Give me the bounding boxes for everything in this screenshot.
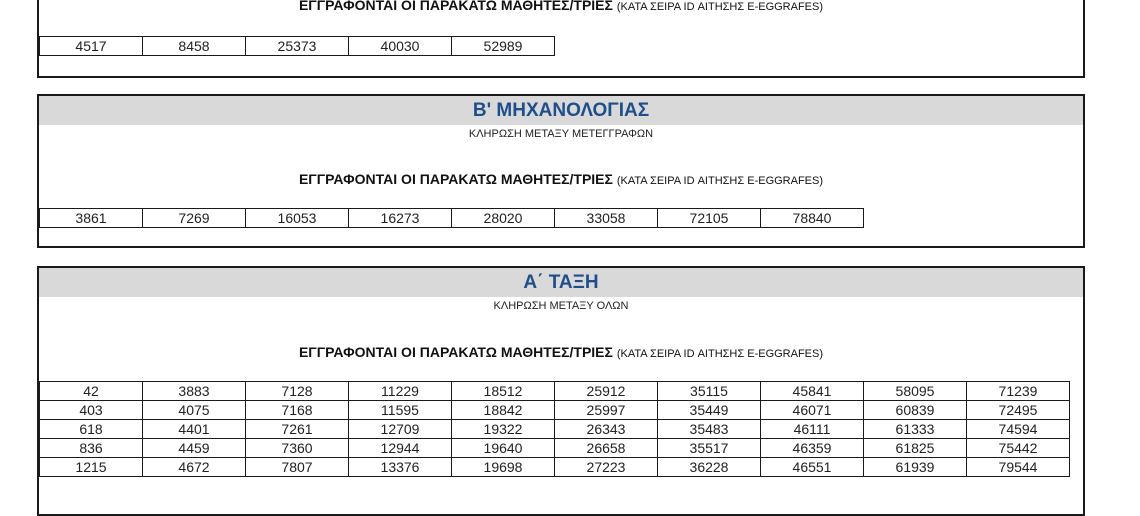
id-cell: 3861 — [40, 209, 143, 228]
heading-note: (ΚΑΤΑ ΣΕΙΡΑ ID ΑΙΤΗΣΗΣ E-EGGRAFES) — [616, 348, 824, 360]
id-cell: 618 — [40, 420, 143, 439]
id-cell: 61939 — [864, 458, 967, 477]
id-cell: 72105 — [658, 209, 761, 228]
id-cell: 403 — [40, 401, 143, 420]
section-a-class — [37, 266, 1085, 516]
heading-note: (ΚΑΤΑ ΣΕΙΡΑ ID ΑΙΤΗΣΗΣ E-EGGRAFES) — [616, 175, 824, 187]
id-cell: 61333 — [864, 420, 967, 439]
id-cell: 19322 — [452, 420, 555, 439]
numbers-table — [39, 36, 555, 56]
id-cell: 8458 — [143, 37, 246, 56]
id-cell: 7360 — [246, 439, 349, 458]
section-previous — [37, 0, 1085, 78]
id-cell: 4459 — [143, 439, 246, 458]
id-cell: 58095 — [864, 382, 967, 401]
id-cell: 19640 — [452, 439, 555, 458]
section-subtitle: ΚΛΗΡΩΣΗ ΜΕΤΑΞΥ ΟΛΩΝ — [493, 300, 629, 312]
id-cell: 4517 — [40, 37, 143, 56]
section-heading — [39, 171, 1083, 187]
table-row — [40, 420, 1070, 439]
id-cell: 52989 — [452, 37, 555, 56]
heading-text: ΕΓΓΡΑΦΟΝΤΑΙ ΟΙ ΠΑΡΑΚΑΤΩ ΜΑΘΗΤΕΣ/ΤΡΙΕΣ — [298, 344, 613, 360]
id-cell: 7261 — [246, 420, 349, 439]
id-cell: 27223 — [555, 458, 658, 477]
id-cell: 7807 — [246, 458, 349, 477]
id-cell: 7128 — [246, 382, 349, 401]
id-cell: 16273 — [349, 209, 452, 228]
id-cell: 25373 — [246, 37, 349, 56]
section-heading — [39, 0, 1083, 13]
id-cell: 45841 — [761, 382, 864, 401]
id-cell: 35483 — [658, 420, 761, 439]
id-cell: 35517 — [658, 439, 761, 458]
heading-note: (ΚΑΤΑ ΣΕΙΡΑ ID ΑΙΤΗΣΗΣ E-EGGRAFES) — [616, 1, 824, 13]
table-row — [40, 209, 864, 228]
section-b-mechanical — [37, 94, 1085, 248]
id-cell: 18842 — [452, 401, 555, 420]
id-cell: 836 — [40, 439, 143, 458]
id-cell: 12944 — [349, 439, 452, 458]
id-cell: 71239 — [967, 382, 1070, 401]
id-cell: 35115 — [658, 382, 761, 401]
id-cell: 78840 — [761, 209, 864, 228]
id-cell: 18512 — [452, 382, 555, 401]
id-cell: 25997 — [555, 401, 658, 420]
id-cell: 16053 — [246, 209, 349, 228]
id-cell: 4075 — [143, 401, 246, 420]
id-cell: 11229 — [349, 382, 452, 401]
id-cell: 11595 — [349, 401, 452, 420]
id-cell: 25912 — [555, 382, 658, 401]
id-cell: 7168 — [246, 401, 349, 420]
section-subtitle: ΚΛΗΡΩΣΗ ΜΕΤΑΞΥ ΜΕΤΕΓΓΡΑΦΩΝ — [468, 128, 654, 140]
id-cell: 46551 — [761, 458, 864, 477]
id-cell: 28020 — [452, 209, 555, 228]
id-cell: 46359 — [761, 439, 864, 458]
id-cell: 79544 — [967, 458, 1070, 477]
id-cell: 26343 — [555, 420, 658, 439]
heading-text: ΕΓΓΡΑΦΟΝΤΑΙ ΟΙ ΠΑΡΑΚΑΤΩ ΜΑΘΗΤΕΣ/ΤΡΙΕΣ — [298, 0, 613, 13]
id-cell: 3883 — [143, 382, 246, 401]
id-cell: 19698 — [452, 458, 555, 477]
id-cell: 35449 — [658, 401, 761, 420]
section-title: Α΄ ΤΑΞΗ — [39, 268, 1083, 297]
id-cell: 36228 — [658, 458, 761, 477]
id-cell: 7269 — [143, 209, 246, 228]
id-cell: 26658 — [555, 439, 658, 458]
id-cell: 4401 — [143, 420, 246, 439]
id-cell: 1215 — [40, 458, 143, 477]
section-title: Β' ΜΗΧΑΝΟΛΟΓΙΑΣ — [39, 96, 1083, 125]
table-row — [40, 37, 555, 56]
section-heading — [39, 344, 1083, 360]
id-cell: 75442 — [967, 439, 1070, 458]
table-row — [40, 401, 1070, 420]
numbers-table — [39, 208, 864, 228]
table-row — [40, 439, 1070, 458]
id-cell: 13376 — [349, 458, 452, 477]
id-cell: 46071 — [761, 401, 864, 420]
id-cell: 60839 — [864, 401, 967, 420]
id-cell: 33058 — [555, 209, 658, 228]
numbers-grid — [39, 381, 1070, 477]
id-cell: 12709 — [349, 420, 452, 439]
id-cell: 4672 — [143, 458, 246, 477]
table-row — [40, 382, 1070, 401]
id-cell: 40030 — [349, 37, 452, 56]
id-cell: 74594 — [967, 420, 1070, 439]
heading-text: ΕΓΓΡΑΦΟΝΤΑΙ ΟΙ ΠΑΡΑΚΑΤΩ ΜΑΘΗΤΕΣ/ΤΡΙΕΣ — [298, 171, 613, 187]
id-cell: 72495 — [967, 401, 1070, 420]
table-row — [40, 458, 1070, 477]
id-cell: 42 — [40, 382, 143, 401]
id-cell: 46111 — [761, 420, 864, 439]
id-cell: 61825 — [864, 439, 967, 458]
